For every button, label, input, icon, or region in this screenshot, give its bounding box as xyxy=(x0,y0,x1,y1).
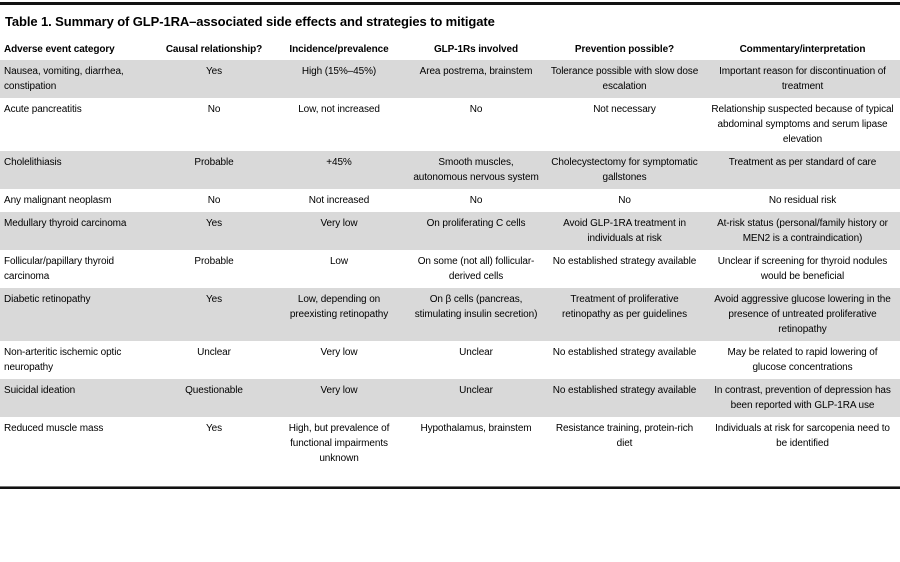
table-cell: Cholelithiasis xyxy=(0,151,158,189)
side-effects-table xyxy=(0,42,900,470)
table-row xyxy=(0,212,900,250)
table-cell: Unclear xyxy=(197,347,231,358)
table-cell: Relationship suspected because of typical abdominal symptoms and serum lipase elevation xyxy=(711,104,894,145)
table-cell: On proliferating C cells xyxy=(408,212,544,250)
table-cell: Very low xyxy=(270,379,408,417)
top-rule xyxy=(0,2,900,5)
table-cell: Avoid aggressive glucose lowering in the presence of untreated proliferative retinopathy xyxy=(705,288,900,341)
table-cell: Treatment as per standard of care xyxy=(705,151,900,189)
table-cell: Low, depending on preexisting retinopathy xyxy=(270,288,408,341)
table-cell: No established strategy available xyxy=(544,379,705,417)
table-cell: No xyxy=(469,195,483,206)
table-row xyxy=(0,379,900,417)
table-cell: Area postrema, brainstem xyxy=(408,60,544,98)
table-row xyxy=(0,98,900,151)
column-header-commentary: Commentary/interpretation xyxy=(739,44,866,55)
table-cell: Smooth muscles, autonomous nervous system xyxy=(408,151,544,189)
table-cell: On some (not all) follicular-derived cells xyxy=(417,256,535,282)
table-cell: No xyxy=(207,195,221,206)
table-row xyxy=(0,189,900,212)
column-header-causal-relationship: Causal relationship? xyxy=(165,44,263,55)
table-row xyxy=(0,417,900,470)
table-cell: Reduced muscle mass xyxy=(4,423,104,434)
table-cell: Any malignant neoplasm xyxy=(4,195,112,206)
table-row xyxy=(0,341,900,379)
table-title: Table 1. Summary of GLP-1RA–associated side effects and strategies to mitigate xyxy=(5,14,495,29)
table-cell: At-risk status (personal/family history or MEN2 is a contraindication) xyxy=(705,212,900,250)
table-cell: On β cells (pancreas, stimulating insulin secretion) xyxy=(408,288,544,341)
table-cell: Acute pancreatitis xyxy=(4,104,82,115)
table-cell: Yes xyxy=(158,212,270,250)
table-cell: Unclear xyxy=(459,347,493,358)
table-cell: Low, not increased xyxy=(298,104,380,115)
table-cell: Non-arteritic ischemic optic neuropathy xyxy=(4,347,122,373)
table-body xyxy=(0,60,900,470)
column-header-prevention-possible: Prevention possible? xyxy=(574,44,675,55)
table-cell: Treatment of proliferative retinopathy as per guidelines xyxy=(544,288,705,341)
table-cell: Hypothalamus, brainstem xyxy=(420,423,532,434)
table-cell: High (15%–45%) xyxy=(270,60,408,98)
table-cell: Unclear if screening for thyroid nodules would be beneficial xyxy=(717,256,888,282)
table-cell: Probable xyxy=(158,151,270,189)
table-cell: Resistance training, protein-rich diet xyxy=(555,423,694,449)
table-cell: No established strategy available xyxy=(552,347,697,358)
table-cell: Low xyxy=(329,256,349,267)
table-cell: No xyxy=(469,104,483,115)
table-cell: Yes xyxy=(158,60,270,98)
table-cell: Medullary thyroid carcinoma xyxy=(0,212,158,250)
table-cell: Suicidal ideation xyxy=(0,379,158,417)
table-cell: No residual risk xyxy=(768,195,837,206)
table-cell: Follicular/papillary thyroid carcinoma xyxy=(4,256,115,282)
bottom-rule xyxy=(0,486,900,489)
table-cell: Individuals at risk for sarcopenia need to be identified xyxy=(715,423,890,449)
table-cell: Cholecystectomy for symptomatic gallstones xyxy=(544,151,705,189)
table-cell: No established strategy available xyxy=(552,256,697,267)
table-cell: Not increased xyxy=(308,195,370,206)
table-cell: Tolerance possible with slow dose escalation xyxy=(544,60,705,98)
table-cell: Very low xyxy=(320,347,358,358)
table-cell: In contrast, prevention of depression has been reported with GLP-1RA use xyxy=(705,379,900,417)
table-cell: Yes xyxy=(205,423,222,434)
paper-table-page xyxy=(0,2,900,562)
table-cell: Diabetic retinopathy xyxy=(0,288,158,341)
table-cell: Very low xyxy=(270,212,408,250)
table-row xyxy=(0,151,900,189)
table-cell: Important reason for discontinuation of treatment xyxy=(705,60,900,98)
column-header-glp1rs-involved: GLP-1Rs involved xyxy=(434,44,518,55)
table-row xyxy=(0,250,900,288)
column-header-incidence-prevalence: Incidence/prevalence xyxy=(289,44,389,55)
table-row xyxy=(0,60,900,98)
table-cell: Not necessary xyxy=(593,104,656,115)
table-cell: Yes xyxy=(158,288,270,341)
table-cell: No xyxy=(207,104,221,115)
table-cell: Unclear xyxy=(408,379,544,417)
header-row xyxy=(0,42,900,60)
table-cell: May be related to rapid lowering of glucose concentrations xyxy=(727,347,878,373)
table-cell: No xyxy=(618,195,631,206)
table-cell: Probable xyxy=(194,256,234,267)
table-cell: +45% xyxy=(270,151,408,189)
table-cell: High, but prevalence of functional impairments unknown xyxy=(288,423,390,464)
table-cell: Nausea, vomiting, diarrhea, constipation xyxy=(0,60,158,98)
column-header-adverse-event: Adverse event category xyxy=(4,44,115,55)
table-cell: Questionable xyxy=(158,379,270,417)
table-cell: Avoid GLP-1RA treatment in individuals at risk xyxy=(544,212,705,250)
table-row xyxy=(0,288,900,341)
